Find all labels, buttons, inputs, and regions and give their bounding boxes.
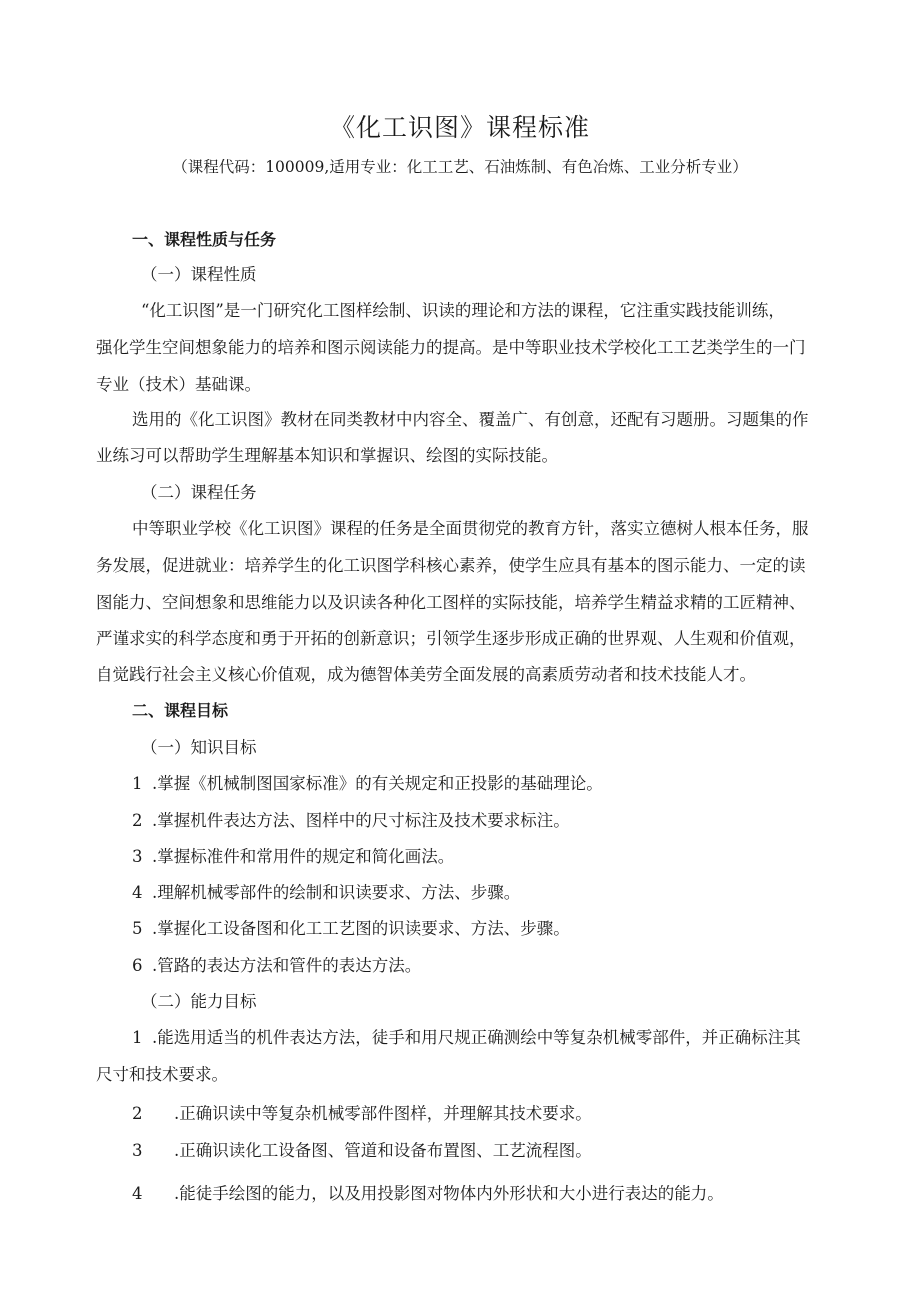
section-heading-2: 二、课程目标 bbox=[132, 701, 229, 720]
list-text: .掌握机件表达方法、图样中的尺寸标注及技术要求标注。 bbox=[152, 811, 570, 830]
list-number: 3 bbox=[132, 1141, 143, 1160]
page-subtitle: （课程代码：100009,适用专业：化工工艺、石油炼制、有色冶炼、工业分析专业） bbox=[172, 158, 748, 176]
list-text: .正确识读化工设备图、管道和设备布置图、工艺流程图。 bbox=[174, 1141, 592, 1160]
list-number: 3 bbox=[132, 847, 143, 866]
paragraph-line: “化工识图”是一门研究化工图样绘制、识读的理论和方法的课程，它注重实践技能训练， bbox=[141, 301, 785, 320]
list-number: 1 bbox=[132, 1028, 143, 1047]
page-title: 《化工识图》课程标准 bbox=[329, 113, 590, 142]
list-number: 2 bbox=[132, 1104, 143, 1123]
paragraph-line: 中等职业学校《化工识图》课程的任务是全面贯彻党的教育方针，落实立德树人根本任务，服 bbox=[132, 519, 809, 538]
paragraph-line: 务发展，促进就业：培养学生的化工识图学科核心素养，使学生应具有基本的图示能力、一定的读 bbox=[96, 556, 806, 575]
list-text: .能徒手绘图的能力，以及用投影图对物体内外形状和大小进行表达的能力。 bbox=[174, 1184, 724, 1203]
list-text: .管路的表达方法和管件的表达方法。 bbox=[152, 956, 422, 975]
subsection-heading: （二）课程任务 bbox=[141, 483, 257, 502]
paragraph-line: 自觉践行社会主义核心价值观，成为德智体美劳全面发展的高素质劳动者和技术技能人才。 bbox=[96, 665, 756, 684]
paragraph-line: 业练习可以帮助学生理解基本知识和掌握识、绘图的实际技能。 bbox=[96, 446, 558, 465]
list-text: .能选用适当的机件表达方法，徒手和用尺规正确测绘中等复杂机械零部件，并正确标注其 bbox=[152, 1028, 801, 1047]
list-text: .正确识读中等复杂机械零部件图样，并理解其技术要求。 bbox=[174, 1104, 592, 1123]
paragraph-line: 尺寸和技术要求。 bbox=[96, 1065, 228, 1084]
paragraph-line: 严谨求实的科学态度和勇于开拓的创新意识；引领学生逐步形成正确的世界观、人生观和价值观， bbox=[96, 629, 806, 648]
paragraph-line: 图能力、空间想象和思维能力以及识读各种化工图样的实际技能，培养学生精益求精的工匠精神、 bbox=[96, 593, 806, 612]
section-heading-1: 一、课程性质与任务 bbox=[132, 230, 277, 249]
list-number: 6 bbox=[132, 956, 143, 975]
list-item bbox=[132, 1103, 592, 1125]
paragraph-line: 专业（技术）基础课。 bbox=[96, 375, 261, 394]
subsection-heading: （一）课程性质 bbox=[141, 265, 257, 284]
list-number: 1 bbox=[132, 774, 143, 793]
subsection-heading: （一）知识目标 bbox=[141, 738, 257, 757]
list-number: 4 bbox=[132, 1184, 143, 1203]
list-item bbox=[132, 810, 570, 832]
list-text: .掌握化工设备图和化工工艺图的识读要求、方法、步骤。 bbox=[152, 919, 570, 938]
list-item bbox=[132, 1140, 592, 1162]
subsection-heading: （二）能力目标 bbox=[141, 992, 257, 1011]
list-item bbox=[132, 846, 454, 868]
list-number: 4 bbox=[132, 883, 143, 902]
list-number: 2 bbox=[132, 811, 143, 830]
paragraph-line: 选用的《化工识图》教材在同类教材中内容全、覆盖广、有创意，还配有习题册。习题集的作 bbox=[132, 410, 809, 429]
list-item bbox=[132, 882, 520, 904]
list-text: .掌握《机械制图国家标准》的有关规定和正投影的基础理论。 bbox=[152, 774, 603, 793]
list-item bbox=[132, 955, 421, 977]
list-item bbox=[132, 773, 603, 795]
list-item bbox=[132, 1027, 801, 1049]
paragraph-line: 强化学生空间想象能力的培养和图示阅读能力的提高。是中等职业技术学校化工工艺类学生的一门 bbox=[96, 338, 806, 357]
list-item bbox=[132, 1183, 724, 1205]
list-item bbox=[132, 918, 570, 940]
list-text: .掌握标准件和常用件的规定和简化画法。 bbox=[152, 847, 455, 866]
list-text: .理解机械零部件的绘制和识读要求、方法、步骤。 bbox=[152, 883, 521, 902]
list-number: 5 bbox=[132, 919, 143, 938]
